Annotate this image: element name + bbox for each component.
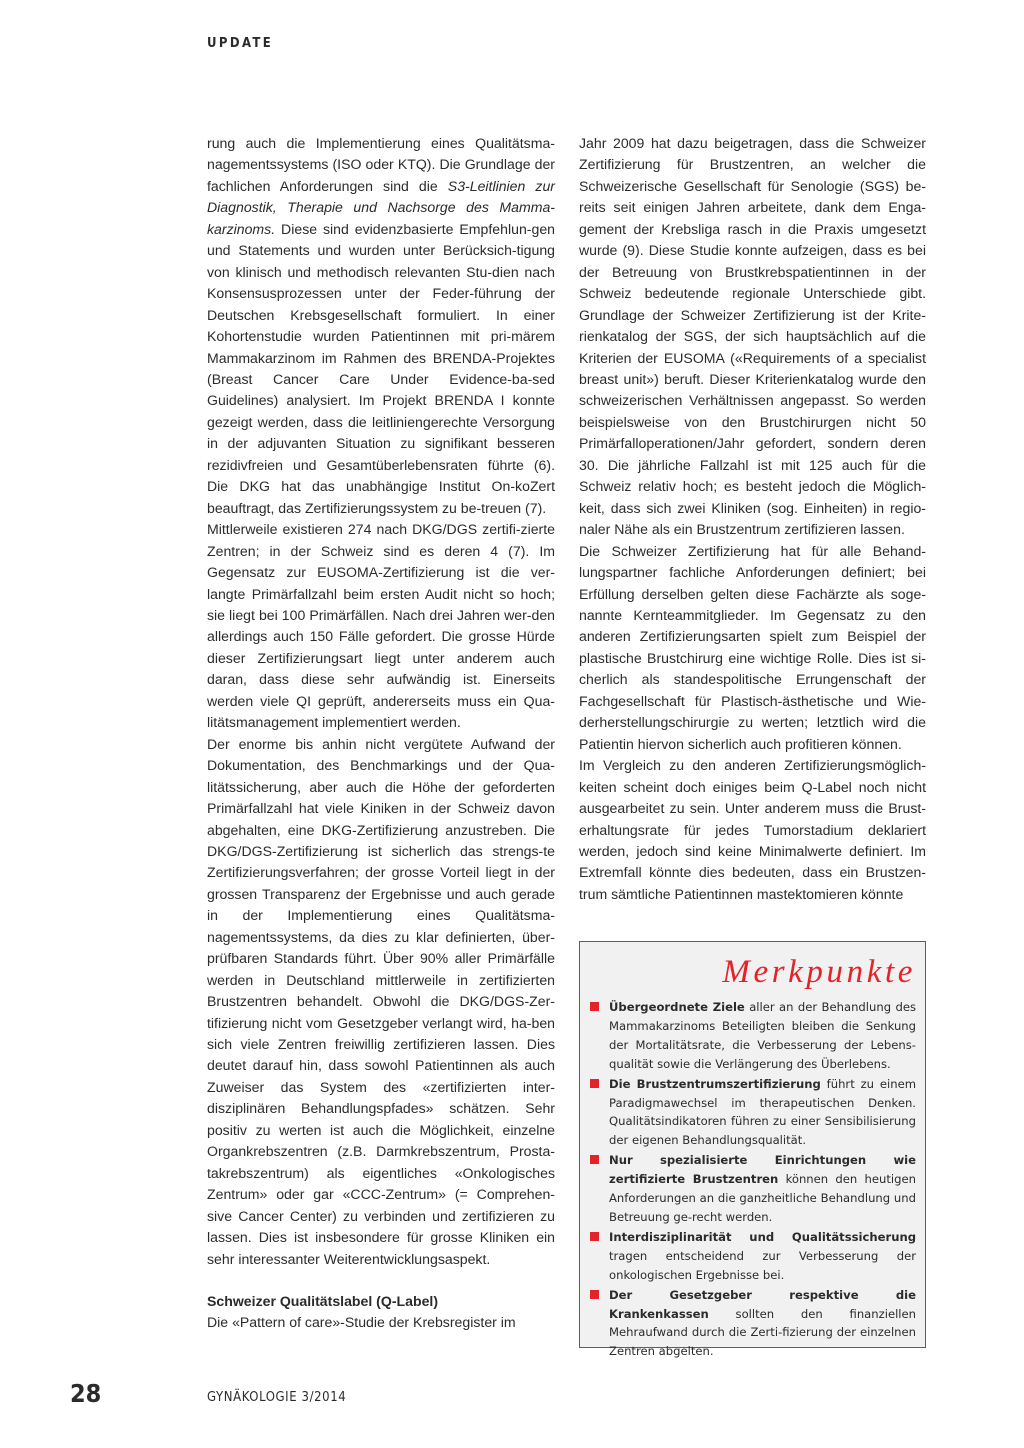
paragraph: Im Vergleich zu den anderen Zertifizierungsmöglich-keiten scheint doch einiges beim Q-Label noch nicht ausgearbeitet zu sein. Unter anderem muss die Brust-erhaltungsrate für jedes Tumorstadium deklariert werden, jedoch sind keine Minimalwerte definiert. Im Extremfall könnte dies bedeuten, dass ein Brustzen-trum sämtliche Patientinnen mastektomieren könnte [579,757,926,902]
key-point-text: können den heutigen Anforderungen an die ganzheitliche Behandlung und Betreuung ge-recht werden. [609,1172,916,1224]
key-point-bold: Die Brustzentrumszertifizierung [609,1076,821,1091]
page-number: 28 [70,1379,102,1408]
key-point-text: sollten den finanziellen Mehraufwand durch die Zerti-fizierung der einzelnen Zentren abgelten. [609,1306,916,1359]
key-points-box [579,941,926,1359]
paragraph: Der enorme bis anhin nicht vergütete Aufwand der Dokumentation, des Benchmarkings und der Qua-litätssicherung, aber auch die Höhe der geforderten Primärfallzahl hat viele Kiniken in der Schweiz davon abgehalten, eine DKG-Zertifizierung anzustreben. Die DKG/DGS-Zertifizierung ist sicherlich das strengs-te Zertifizierungsverfahren; der grosse Vorteil liegt in der grossen Transparenz der Ergebnisse und auch gerade in der Implementierung eines Qualitätsma-nagementssystems, da dies zu klar definierten, über-prüfbaren Standards führt. Über 90% aller Primärfälle werden in Deutschland mittlerweile in zertifizierten Brustzentren behandelt. Obwohl die DKG/DGS-Zer-tifizierung nicht vom Gesetzgeber verlangt wird, ha-ben sich viele Zentren freiwillig zertifizieren lassen. Dies deutet darauf hin, dass sowohl Patientinnen als auch Zuweiser das System des «zertifizierten inter-disziplinären Behandlungspfades» schätzen. Sehr positiv zu werten ist auch die Möglichkeit, einzelne Organkrebszentren (z.B. Darmkrebszentrum, Prosta-takrebszentrum) als eigentliches «Onkologisches Zentrum» oder gar «CCC-Zentrum» (= Comprehen-sive Cancer Center) zu verbinden und zertifizieren zu lassen. Dies ist insbesondere für grosse Kliniken ein sehr interessanter Weiterentwicklungsaspekt. [207,735,555,1267]
left-column [207,133,555,1334]
key-point [590,998,916,1074]
right-column [579,133,926,905]
paragraph: Jahr 2009 hat dazu beigetragen, dass die Schweizer Zertifizierung für Brustzentren, an welcher die Schweizerische Gesellschaft für Senologie (SGS) be-reits seit einigen Jahren arbeitete, dank dem Enga-gement der Krebsliga rasch in die Praxis umgesetzt wurde (9). Diese Studie konnte aufzeigen, dass es bei der Betreuung von Brustkrebspatientinnen in der Schweiz bedeutende regionale Unterschiede gibt. Grundlage der Schweizer Zertifizierung ist der Krite-rienkatalog der SGS, der sich hauptsächlich auf die Kriterien der EUSOMA («Requirements of a specialist breast unit») beruft. Dieser Kriterienkatalog wurde den schweizerischen Verhältnissen angepasst. So werden beispielsweise von den Brustchirurgen nicht 50 Primärfalloperationen/Jahr gefordert, sondern deren 30. Die jährliche Fallzahl ist mit 125 auch für die Schweiz relativ hoch; es besteht jedoch die Möglich-keit, dass sich zwei Kliniken (sog. Einheiten) in regio-naler Nähe als ein Brustzentrum zertifizieren lassen. [579,135,926,538]
key-point [590,1151,916,1227]
bullet-square-icon [590,1002,599,1011]
paragraph [207,133,555,519]
key-point-text: tragen entscheidend zur Verbesserung der onkologischen Ergebnisse bei. [609,1248,916,1282]
bullet-square-icon [590,1290,599,1299]
text-run: rung auch die Implementierung eines Qualitätsma-nagementssystems (ISO oder KTQ). Die Grundlage der fachlichen Anforderungen sind die [207,135,555,194]
key-point-bold: Interdisziplinarität und Qualitätssicherung [609,1229,916,1244]
paragraph: Mittlerweile existieren 274 nach DKG/DGS zertifi-zierte Zentren; in der Schweiz sind es deren 4 (7). Im Gegensatz zur EUSOMA-Zertifizierung ist die ver-langte Primärfallzahl beim ersten Audit nicht so hoch; sie liegt bei 100 Primärfällen. Nach drei Jahren wer-den allerdings auch 150 Fälle gefordert. Die grosse Hürde dieser Zertifizierungsart liegt unter anderem auch daran, dass diese sehr aufwändig ist. Einerseits werden viele QI geprüft, andererseits muss ein Qua-litätsmanagement implementiert werden. [207,521,555,731]
bullet-square-icon [590,1155,599,1164]
key-point [590,1228,916,1285]
subheading: Schweizer Qualitätslabel (Q-Label) [207,1293,439,1310]
paragraph: Die Schweizer Zertifizierung hat für alle Behand-lungspartner fachliche Anforderungen definiert; bei Erfüllung derselben gelten diese Fachärzte als soge-nannte Kernteammitglieder. Im Gegensatz zu den anderen Zertifizierungsarten spielt zum Beispiel der plastische Brustchirurg eine wichtige Rolle. Dies ist si-cherlich als standespolitische Errungenschaft der Fachgesellschaft für Plastisch-ästhetische und Wie-derherstellungschirurgie zu werten; letztlich wird die Patientin hiervon sicherlich auch profitieren können. [579,542,926,752]
key-point [590,1075,916,1151]
bullet-square-icon [590,1079,599,1088]
journal-name: GYNÄKOLOGIE 3/2014 [207,1390,347,1405]
box-title: Merkpunkte [722,954,916,990]
key-point-bold: Übergeordnete Ziele [609,1000,745,1014]
key-point-bold: Der Gesetzgeber respektive die Krankenkassen [609,1287,916,1321]
section-header: UPDATE [207,36,274,51]
guideline-title: S3-Leitlinien zur Diagnostik, Therapie und Nachsorge des Mamma-karzinoms. [207,177,555,237]
text-run: Diese sind evidenzbasierte Empfehlun-gen und Statements und wurden unter Berücksich-tigung von klinisch und methodisch relevanten Stu-dien nach Konsensusprozessen unter der Feder-führung der Deutschen Krebsgesellschaft formuliert. In einer Kohortenstudie wurden Patientinnen mit pri-märem Mammakarzinom im Rahmen des BRENDA-Projektes (Breast Cancer Care Under Evidence-ba-sed Guidelines) analysiert. Im Projekt BRENDA I konnte gezeigt werden, dass die leitliniengerechte Versorgung in der adjuvanten Situation zu signifikant besseren rezidivfreien und Gesamtüberlebensraten führte (6). Die DKG hat das unabhängige Institut On-koZert beauftragt, das Zertifizierungssystem zu be-treuen (7). [207,220,555,516]
paragraph: Die «Pattern of care»-Studie der Krebsregister im [207,1314,516,1331]
key-point-text: aller an der Behandlung des Mammakarzinoms Beteiligten bleiben die Senkung der Mortalitätsrate, die Verbesserung der Lebens-qualität sowie die Verlängerung des Überlebens. [609,1000,917,1071]
bullet-square-icon [590,1232,599,1241]
key-point [590,1286,916,1362]
key-point-bold: Nur spezialisierte Einrichtungen wie zertifizierte Brustzentren [609,1153,916,1187]
key-point-text: führt zu einem Paradigmawechsel im therapeutischen Denken. Qualitätsindikatoren führen zu einer Sensibilisierung der eigenen Behandlungsqualität. [609,1076,916,1148]
